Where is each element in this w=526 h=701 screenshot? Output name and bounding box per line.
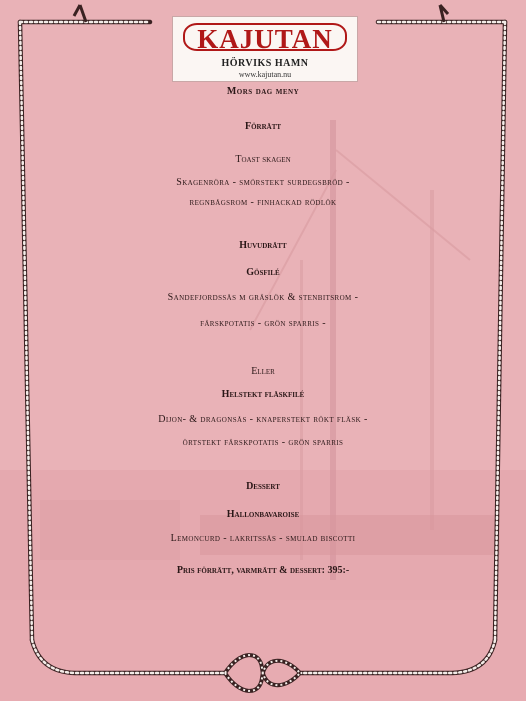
main-course-name: Gösfilé: [246, 267, 280, 278]
or-label: Eller: [251, 366, 275, 377]
kajutan-logo: [172, 16, 358, 82]
logo-name: KAJUTAN: [183, 23, 347, 51]
alternative-main-name: Helstekt fläskfilé: [221, 389, 305, 400]
dessert-heading: Dessert: [246, 481, 280, 492]
starter-heading: Förrätt: [244, 121, 282, 132]
logo-url: www.kajutan.nu: [238, 70, 292, 79]
dessert-name: Hallonbavaroise: [226, 509, 300, 520]
price-line: Pris förrätt, varmrätt & dessert: 395:-: [176, 565, 350, 576]
main-course-heading: Huvudrätt: [239, 240, 287, 251]
main-course-description-line-2: färskpotatis - grön sparris -: [200, 318, 326, 329]
starter-description-line-1: Skagenröra - smörstekt surdegsbröd -: [176, 177, 350, 188]
logo-subtitle: HÖRVIKS HAMN: [221, 58, 309, 69]
main-course-description-line-1: Sandefjordssås m gräslök & stenbitsrom -: [167, 292, 359, 303]
starter-name: Toast skagen: [235, 154, 291, 165]
starter-description-line-2: regnbågsrom - finhackad rödlök: [189, 197, 337, 208]
dessert-description: Lemoncurd - lakritssås - smulad biscotti: [170, 533, 356, 544]
alternative-description-line-1: Dijon- & dragonsås - knaperstekt rökt fläsk -: [158, 414, 368, 425]
menu-title: Mors dag meny: [226, 86, 300, 97]
alternative-description-line-2: örtstekt färskpotatis - grön sparris: [182, 437, 344, 448]
